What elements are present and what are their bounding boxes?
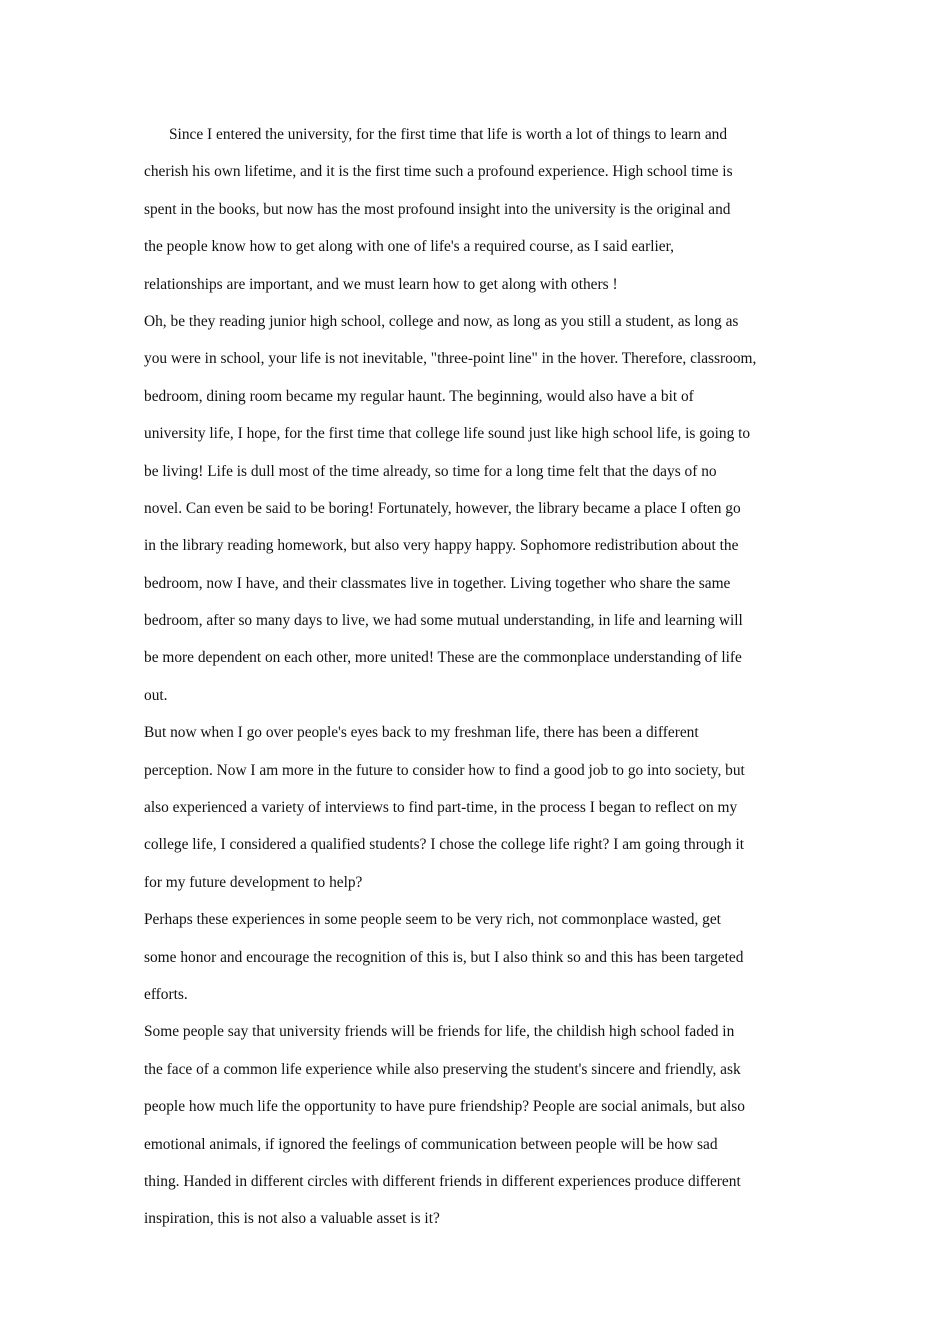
text-line: efforts. (144, 985, 188, 1003)
text-line: Some people say that university friends will be friends for life, the childish high school faded in (144, 1023, 735, 1041)
text-line: relationships are important, and we must learn how to get along with others ! (144, 275, 618, 293)
text-line: bedroom, dining room became my regular haunt. The beginning, would also have a bit of (144, 387, 694, 405)
text-line: novel. Can even be said to be boring! Fortunately, however, the library became a place I often go (144, 499, 741, 517)
text-line: some honor and encourage the recognition of this is, but I also think so and this has been targeted (144, 948, 744, 966)
text-line: cherish his own lifetime, and it is the first time such a profound experience. High school time is (144, 163, 733, 181)
text-line: be living! Life is dull most of the time already, so time for a long time felt that the days of no (144, 462, 717, 480)
text-line: Perhaps these experiences in some people seem to be very rich, not commonplace wasted, get (144, 911, 721, 929)
essay-body (144, 116, 816, 1238)
text-line: you were in school, your life is not inevitable, "three-point line" in the hover. Therefore, classroom, (144, 350, 757, 368)
text-line: in the library reading homework, but also very happy happy. Sophomore redistribution about the (144, 537, 739, 555)
text-line: bedroom, now I have, and their classmates live in together. Living together who share the same (144, 574, 731, 592)
text-line: bedroom, after so many days to live, we had some mutual understanding, in life and learning will (144, 612, 743, 630)
text-line: thing. Handed in different circles with different friends in different experiences produce different (144, 1172, 741, 1190)
text-line: be more dependent on each other, more united! These are the commonplace understanding of life (144, 649, 742, 667)
text-line: Since I entered the university, for the first time that life is worth a lot of things to learn and (169, 126, 728, 143)
text-line: the face of a common life experience while also preserving the student's sincere and friendly, ask (144, 1060, 741, 1078)
text-line: Oh, be they reading junior high school, college and now, as long as you still a student, as long as (144, 312, 739, 330)
text-line: university life, I hope, for the first time that college life sound just like high school life, is going to (144, 425, 751, 443)
text-line: also experienced a variety of interviews to find part-time, in the process I began to reflect on my (144, 799, 738, 817)
text-line: emotional animals, if ignored the feelings of communication between people will be how sad (144, 1135, 718, 1153)
text-line: perception. Now I am more in the future to consider how to find a good job to go into society, but (144, 761, 745, 779)
text-line: inspiration, this is not also a valuable asset is it? (144, 1210, 440, 1228)
text-line: people how much life the opportunity to have pure friendship? People are social animals, but also (144, 1098, 745, 1116)
text-line: But now when I go over people's eyes back to my freshman life, there has been a different (144, 724, 699, 742)
text-line: out. (144, 686, 168, 704)
text-line: spent in the books, but now has the most profound insight into the university is the original and (144, 200, 731, 218)
text-line: the people know how to get along with one of life's a required course, as I said earlier, (144, 238, 674, 256)
text-line: college life, I considered a qualified students? I chose the college life right? I am going through it (144, 836, 745, 854)
text-line: for my future development to help? (144, 873, 363, 891)
